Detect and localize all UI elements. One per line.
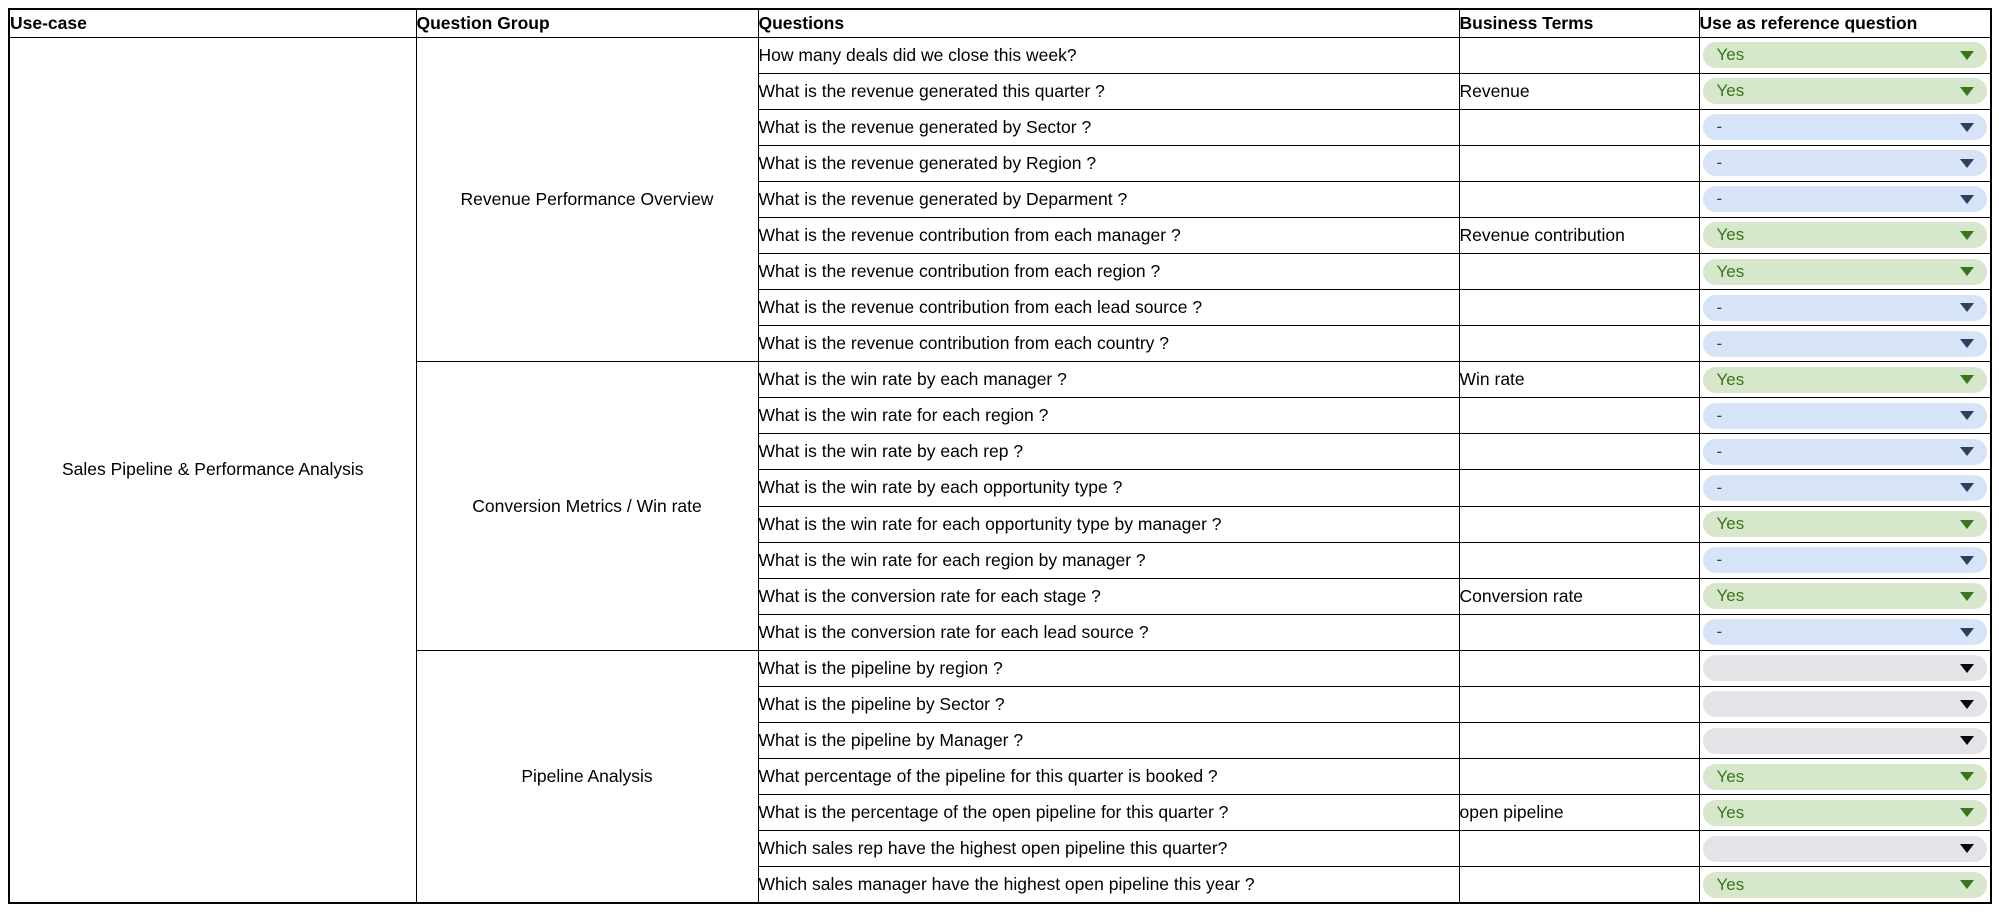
reference-cell bbox=[1699, 145, 1991, 181]
reference-dropdown-value: Yes bbox=[1716, 261, 1745, 281]
reference-dropdown[interactable] bbox=[1703, 547, 1988, 573]
spreadsheet bbox=[8, 8, 1992, 904]
dropdown-arrow-icon bbox=[1960, 808, 1974, 817]
question-cell: What is the pipeline by Sector ? bbox=[758, 686, 1459, 722]
question-group-cell: Revenue Performance Overview bbox=[416, 37, 758, 362]
business-term-cell bbox=[1459, 326, 1699, 362]
reference-dropdown[interactable] bbox=[1703, 78, 1988, 104]
question-cell: What is the revenue generated by Sector ? bbox=[758, 109, 1459, 145]
business-term-cell: Conversion rate bbox=[1459, 578, 1699, 614]
dropdown-arrow-icon bbox=[1960, 87, 1974, 96]
question-cell: What is the pipeline by region ? bbox=[758, 650, 1459, 686]
question-cell: What is the percentage of the open pipeline for this quarter ? bbox=[758, 795, 1459, 831]
business-term-cell: Revenue contribution bbox=[1459, 217, 1699, 253]
reference-cell bbox=[1699, 614, 1991, 650]
reference-cell bbox=[1699, 434, 1991, 470]
reference-dropdown-value: Yes bbox=[1716, 586, 1745, 606]
question-group-cell: Conversion Metrics / Win rate bbox=[416, 362, 758, 651]
reference-dropdown[interactable] bbox=[1703, 619, 1988, 645]
table-header bbox=[9, 9, 1991, 37]
reference-dropdown-value: - bbox=[1716, 405, 1723, 425]
column-header-business-terms: Business Terms bbox=[1459, 9, 1699, 37]
business-term-cell bbox=[1459, 722, 1699, 758]
reference-dropdown-value: - bbox=[1716, 550, 1723, 570]
reference-dropdown-value: - bbox=[1716, 153, 1723, 173]
reference-dropdown-value: - bbox=[1716, 622, 1723, 642]
reference-dropdown[interactable] bbox=[1703, 439, 1988, 465]
question-cell: What is the revenue contribution from each lead source ? bbox=[758, 290, 1459, 326]
question-cell: Which sales manager have the highest open pipeline this year ? bbox=[758, 867, 1459, 903]
column-header-use-as-reference-question: Use as reference question bbox=[1699, 9, 1991, 37]
reference-dropdown[interactable] bbox=[1703, 511, 1988, 537]
reference-dropdown[interactable] bbox=[1703, 42, 1988, 68]
reference-dropdown[interactable] bbox=[1703, 259, 1988, 285]
dropdown-arrow-icon bbox=[1960, 880, 1974, 889]
reference-cell bbox=[1699, 867, 1991, 903]
reference-cell bbox=[1699, 722, 1991, 758]
reference-cell bbox=[1699, 181, 1991, 217]
reference-cell bbox=[1699, 506, 1991, 542]
reference-dropdown[interactable] bbox=[1703, 764, 1988, 790]
business-term-cell bbox=[1459, 37, 1699, 73]
use-case-questions-table bbox=[8, 8, 1992, 904]
reference-dropdown[interactable] bbox=[1703, 403, 1988, 429]
reference-dropdown[interactable] bbox=[1703, 295, 1988, 321]
table-body bbox=[9, 37, 1991, 903]
reference-dropdown[interactable] bbox=[1703, 836, 1988, 862]
question-cell: What is the revenue contribution from each region ? bbox=[758, 253, 1459, 289]
dropdown-arrow-icon bbox=[1960, 483, 1974, 492]
dropdown-arrow-icon bbox=[1960, 339, 1974, 348]
business-term-cell bbox=[1459, 109, 1699, 145]
use-case-cell: Sales Pipeline & Performance Analysis bbox=[9, 37, 416, 903]
reference-cell bbox=[1699, 73, 1991, 109]
reference-dropdown-value: Yes bbox=[1716, 802, 1745, 822]
business-term-cell: Revenue bbox=[1459, 73, 1699, 109]
reference-cell bbox=[1699, 831, 1991, 867]
reference-dropdown-value: Yes bbox=[1716, 874, 1745, 894]
column-header-questions: Questions bbox=[758, 9, 1459, 37]
reference-dropdown-value: Yes bbox=[1716, 45, 1745, 65]
reference-cell bbox=[1699, 37, 1991, 73]
reference-dropdown-value: - bbox=[1716, 297, 1723, 317]
business-term-cell bbox=[1459, 867, 1699, 903]
reference-dropdown-value: Yes bbox=[1716, 81, 1745, 101]
reference-cell bbox=[1699, 759, 1991, 795]
reference-cell bbox=[1699, 362, 1991, 398]
business-term-cell bbox=[1459, 614, 1699, 650]
reference-dropdown-value: Yes bbox=[1716, 369, 1745, 389]
reference-dropdown[interactable] bbox=[1703, 475, 1988, 501]
reference-dropdown-value: Yes bbox=[1716, 225, 1745, 245]
dropdown-arrow-icon bbox=[1960, 51, 1974, 60]
question-cell: What is the revenue generated by Region ? bbox=[758, 145, 1459, 181]
dropdown-arrow-icon bbox=[1960, 664, 1974, 673]
column-header-use-case: Use-case bbox=[9, 9, 416, 37]
question-cell: What is the revenue generated this quarter ? bbox=[758, 73, 1459, 109]
table-row bbox=[9, 37, 1991, 73]
reference-cell bbox=[1699, 470, 1991, 506]
reference-cell bbox=[1699, 253, 1991, 289]
reference-dropdown[interactable] bbox=[1703, 222, 1988, 248]
question-cell: What is the conversion rate for each lead source ? bbox=[758, 614, 1459, 650]
business-term-cell bbox=[1459, 831, 1699, 867]
question-cell: What is the revenue generated by Deparment ? bbox=[758, 181, 1459, 217]
business-term-cell bbox=[1459, 650, 1699, 686]
dropdown-arrow-icon bbox=[1960, 556, 1974, 565]
reference-dropdown[interactable] bbox=[1703, 186, 1988, 212]
column-header-question-group: Question Group bbox=[416, 9, 758, 37]
reference-cell bbox=[1699, 217, 1991, 253]
header-row bbox=[9, 9, 1991, 37]
reference-cell bbox=[1699, 795, 1991, 831]
reference-cell bbox=[1699, 290, 1991, 326]
question-cell: How many deals did we close this week? bbox=[758, 37, 1459, 73]
reference-dropdown[interactable] bbox=[1703, 114, 1988, 140]
question-cell: What percentage of the pipeline for this quarter is booked ? bbox=[758, 759, 1459, 795]
reference-dropdown-value: - bbox=[1716, 441, 1723, 461]
reference-cell bbox=[1699, 686, 1991, 722]
business-term-cell bbox=[1459, 506, 1699, 542]
reference-dropdown-value: - bbox=[1716, 333, 1723, 353]
question-cell: What is the win rate for each region by manager ? bbox=[758, 542, 1459, 578]
reference-dropdown[interactable] bbox=[1703, 150, 1988, 176]
reference-cell bbox=[1699, 326, 1991, 362]
dropdown-arrow-icon bbox=[1960, 447, 1974, 456]
reference-dropdown-value: - bbox=[1716, 117, 1723, 137]
reference-dropdown[interactable] bbox=[1703, 691, 1988, 717]
reference-dropdown-value: Yes bbox=[1716, 766, 1745, 786]
business-term-cell bbox=[1459, 542, 1699, 578]
reference-dropdown[interactable] bbox=[1703, 800, 1988, 826]
question-cell: What is the conversion rate for each stage ? bbox=[758, 578, 1459, 614]
question-cell: What is the win rate by each opportunity type ? bbox=[758, 470, 1459, 506]
dropdown-arrow-icon bbox=[1960, 123, 1974, 132]
business-term-cell bbox=[1459, 398, 1699, 434]
dropdown-arrow-icon bbox=[1960, 159, 1974, 168]
reference-dropdown[interactable] bbox=[1703, 728, 1988, 754]
question-group-cell: Pipeline Analysis bbox=[416, 650, 758, 903]
reference-dropdown[interactable] bbox=[1703, 872, 1988, 898]
dropdown-arrow-icon bbox=[1960, 303, 1974, 312]
reference-dropdown-value: Yes bbox=[1716, 514, 1745, 534]
business-term-cell: open pipeline bbox=[1459, 795, 1699, 831]
question-cell: What is the pipeline by Manager ? bbox=[758, 722, 1459, 758]
reference-cell bbox=[1699, 542, 1991, 578]
dropdown-arrow-icon bbox=[1960, 844, 1974, 853]
reference-dropdown[interactable] bbox=[1703, 655, 1988, 681]
question-cell: What is the win rate for each region ? bbox=[758, 398, 1459, 434]
dropdown-arrow-icon bbox=[1960, 772, 1974, 781]
reference-dropdown-value: - bbox=[1716, 477, 1723, 497]
question-cell: What is the revenue contribution from each manager ? bbox=[758, 217, 1459, 253]
business-term-cell: Win rate bbox=[1459, 362, 1699, 398]
question-cell: What is the win rate by each rep ? bbox=[758, 434, 1459, 470]
dropdown-arrow-icon bbox=[1960, 195, 1974, 204]
dropdown-arrow-icon bbox=[1960, 592, 1974, 601]
dropdown-arrow-icon bbox=[1960, 700, 1974, 709]
question-cell: Which sales rep have the highest open pipeline this quarter? bbox=[758, 831, 1459, 867]
reference-cell bbox=[1699, 578, 1991, 614]
business-term-cell bbox=[1459, 434, 1699, 470]
reference-dropdown[interactable] bbox=[1703, 367, 1988, 393]
reference-dropdown[interactable] bbox=[1703, 331, 1988, 357]
dropdown-arrow-icon bbox=[1960, 628, 1974, 637]
reference-cell bbox=[1699, 109, 1991, 145]
business-term-cell bbox=[1459, 290, 1699, 326]
business-term-cell bbox=[1459, 759, 1699, 795]
dropdown-arrow-icon bbox=[1960, 375, 1974, 384]
question-cell: What is the win rate by each manager ? bbox=[758, 362, 1459, 398]
business-term-cell bbox=[1459, 181, 1699, 217]
reference-cell bbox=[1699, 398, 1991, 434]
business-term-cell bbox=[1459, 145, 1699, 181]
business-term-cell bbox=[1459, 470, 1699, 506]
reference-dropdown[interactable] bbox=[1703, 583, 1988, 609]
dropdown-arrow-icon bbox=[1960, 231, 1974, 240]
dropdown-arrow-icon bbox=[1960, 411, 1974, 420]
question-cell: What is the win rate for each opportunity type by manager ? bbox=[758, 506, 1459, 542]
question-cell: What is the revenue contribution from each country ? bbox=[758, 326, 1459, 362]
reference-dropdown-value: - bbox=[1716, 189, 1723, 209]
business-term-cell bbox=[1459, 253, 1699, 289]
dropdown-arrow-icon bbox=[1960, 520, 1974, 529]
business-term-cell bbox=[1459, 686, 1699, 722]
dropdown-arrow-icon bbox=[1960, 267, 1974, 276]
dropdown-arrow-icon bbox=[1960, 736, 1974, 745]
reference-cell bbox=[1699, 650, 1991, 686]
